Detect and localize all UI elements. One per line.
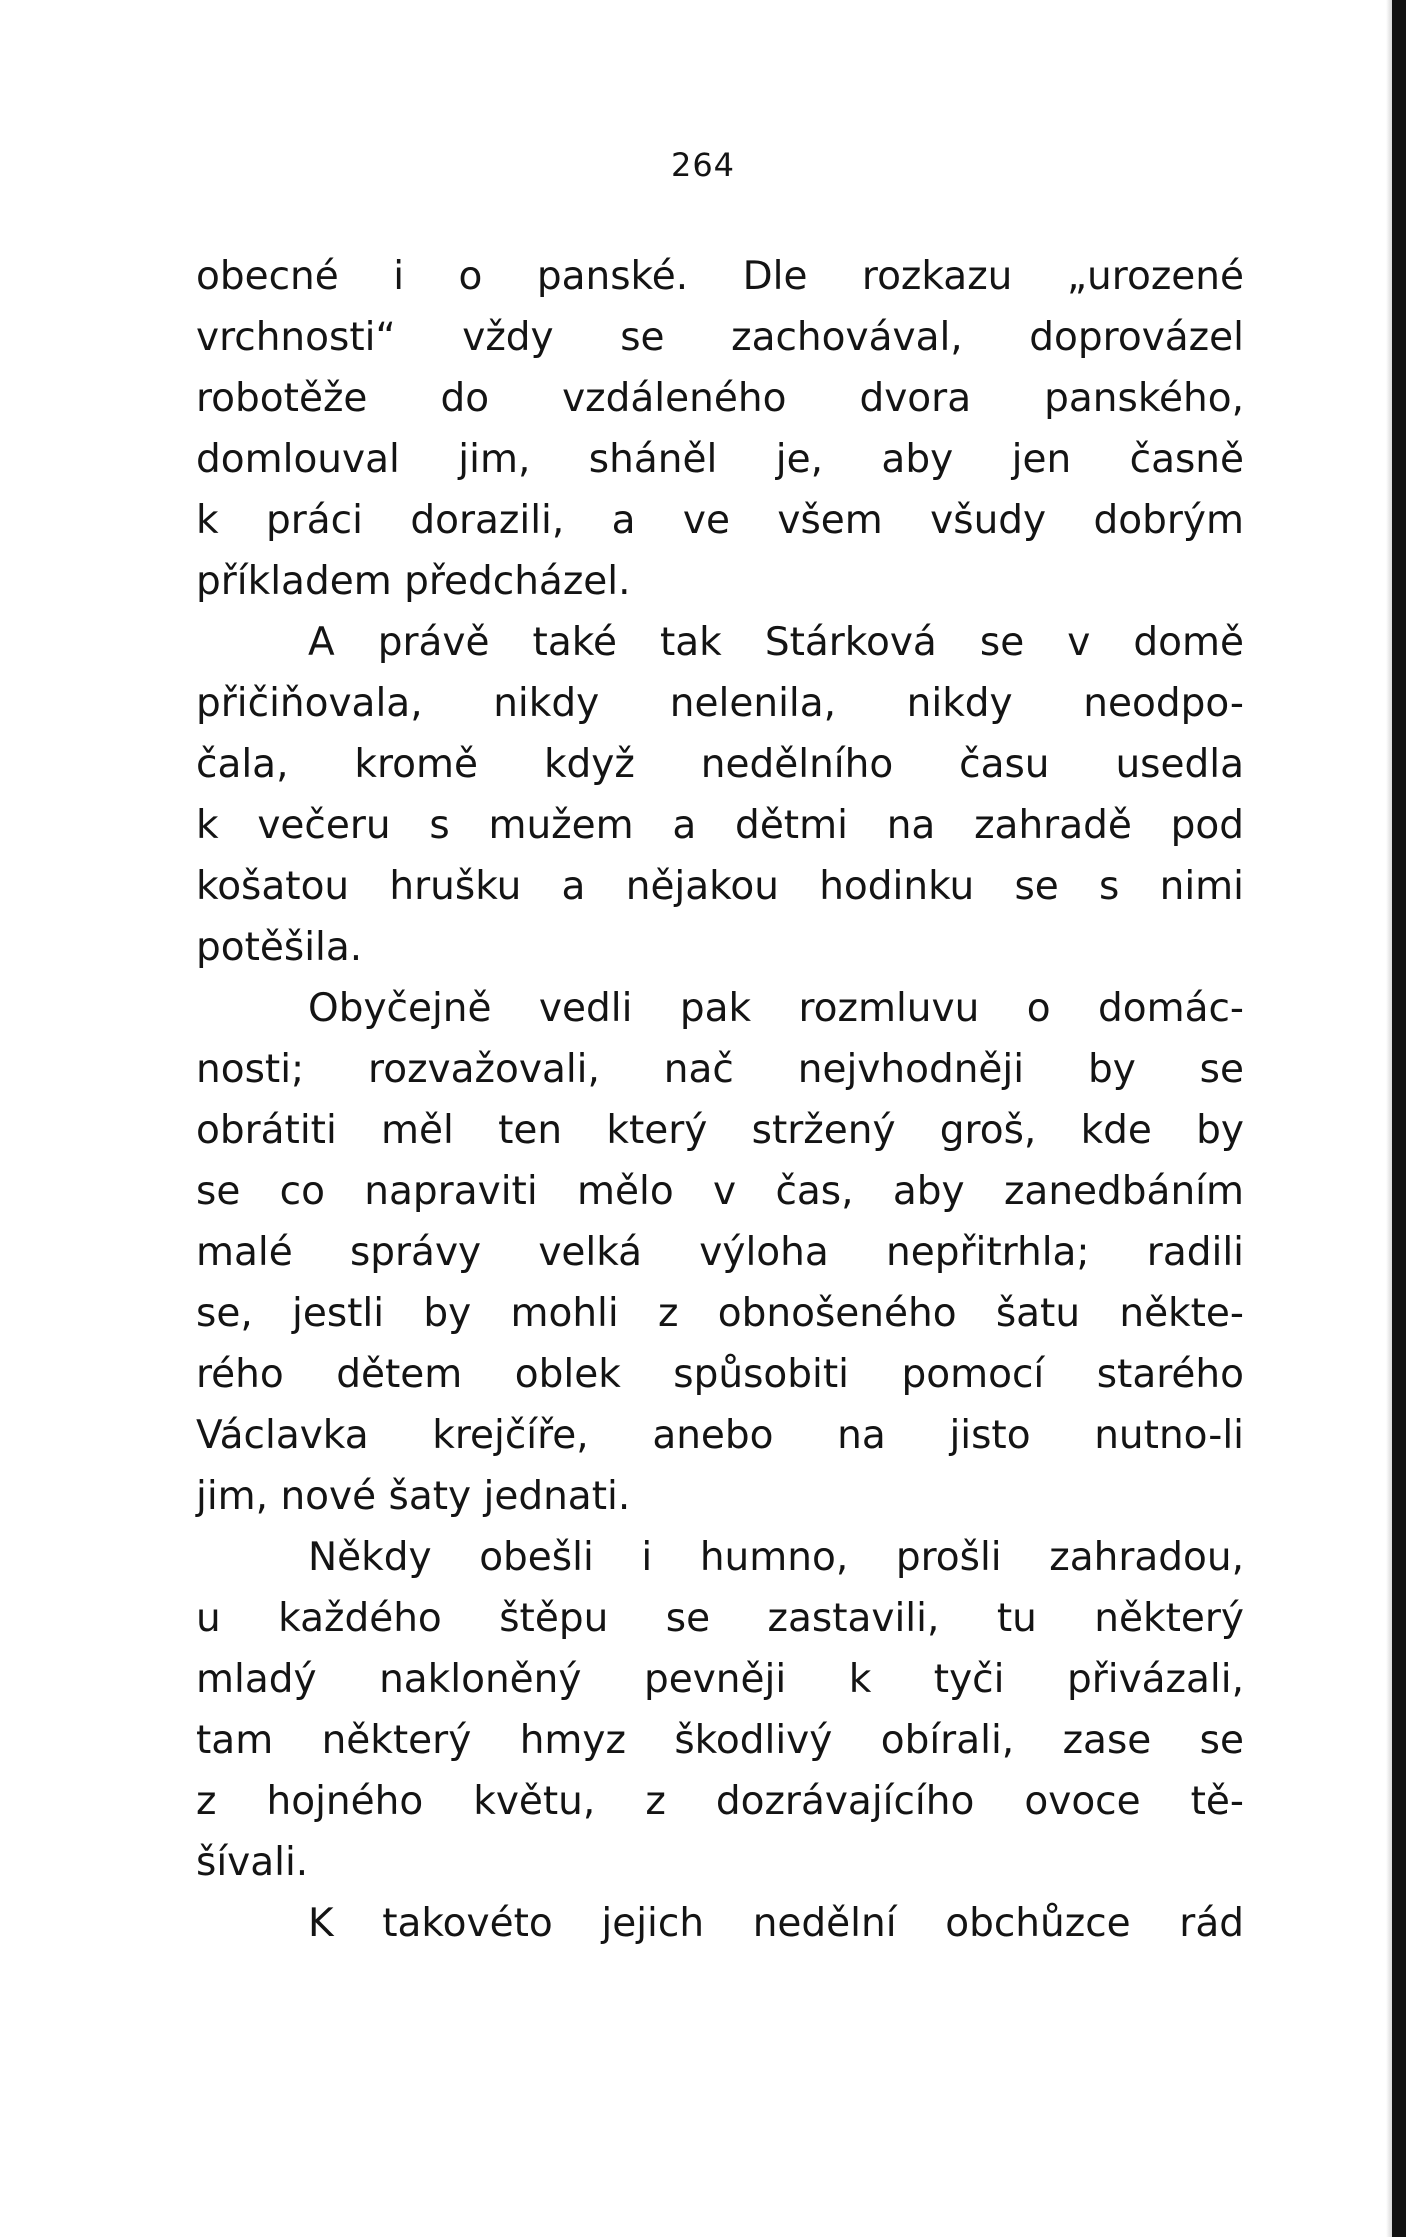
text-line: k večeru s mužem a dětmi na zahradě pod bbox=[196, 803, 1244, 848]
text-line: šívali. bbox=[196, 1840, 309, 1885]
book-spine-edge bbox=[1392, 0, 1406, 2237]
text-line: nosti; rozvažovali, nač nejvhodněji by se bbox=[196, 1047, 1244, 1092]
text-line: malé správy velká výloha nepřitrhla; radili bbox=[196, 1230, 1244, 1275]
text-line: příkladem předcházel. bbox=[196, 559, 631, 604]
text-line: robotěže do vzdáleného dvora panského, bbox=[196, 376, 1244, 421]
text-line: obecné i o panské. Dle rozkazu „urozené bbox=[196, 254, 1244, 299]
text-line: mladý nakloněný pevněji k tyči přivázali, bbox=[196, 1657, 1244, 1702]
text-line: tam některý hmyz škodlivý obírali, zase se bbox=[196, 1718, 1244, 1763]
text-line: k práci dorazili, a ve všem všudy dobrým bbox=[196, 498, 1244, 543]
text-line: z hojného květu, z dozrávajícího ovoce tě- bbox=[196, 1779, 1244, 1824]
text-line: přičiňovala, nikdy nelenila, nikdy neodpo- bbox=[196, 681, 1244, 726]
text-line: se co napraviti mělo v čas, aby zanedbáním bbox=[196, 1169, 1244, 1214]
text-line: Někdy obešli i humno, prošli zahradou, bbox=[308, 1535, 1244, 1580]
text-line: A právě také tak Stárková se v domě bbox=[308, 620, 1244, 665]
page-number: 264 bbox=[670, 146, 736, 184]
text-line: vrchnosti“ vždy se zachovával, doprovázel bbox=[196, 315, 1244, 360]
text-line: domlouval jim, sháněl je, aby jen časně bbox=[196, 437, 1244, 482]
body-text bbox=[196, 246, 1244, 1954]
text-line: jim, nové šaty jednati. bbox=[196, 1474, 631, 1519]
text-line: se, jestli by mohli z obnošeného šatu někte- bbox=[196, 1291, 1244, 1336]
text-line: košatou hrušku a nějakou hodinku se s nimi bbox=[196, 864, 1244, 909]
text-line: potěšila. bbox=[196, 925, 363, 970]
text-line: K takovéto jejich nedělní obchůzce rád bbox=[308, 1901, 1244, 1946]
text-line: u každého štěpu se zastavili, tu některý bbox=[196, 1596, 1244, 1641]
text-line: rého dětem oblek spůsobiti pomocí starého bbox=[196, 1352, 1244, 1397]
text-line: Václavka krejčíře, anebo na jisto nutno-li bbox=[196, 1413, 1244, 1458]
text-line: čala, kromě když nedělního času usedla bbox=[196, 742, 1244, 787]
text-line: obrátiti měl ten který stržený groš, kde by bbox=[196, 1108, 1244, 1153]
text-line: Obyčejně vedli pak rozmluvu o domác- bbox=[308, 986, 1244, 1031]
